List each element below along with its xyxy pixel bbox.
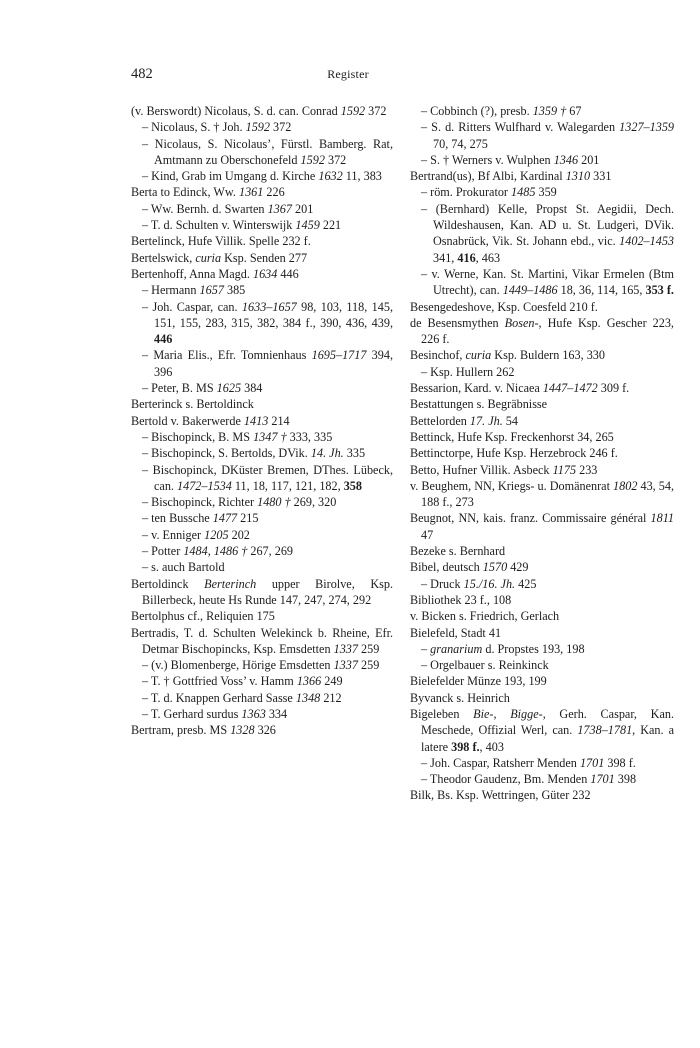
index-subentry: – s. auch Bartold	[142, 560, 225, 575]
index-entry: Beugnot, NN, kais. franz. Commissaire général 1811 47	[410, 511, 674, 542]
index-entry: (v. Berswordt) Nicolaus, S. d. can. Conrad 1592 372	[131, 104, 387, 118]
index-entry: Bertelswick, curia Ksp. Senden 277	[131, 250, 308, 265]
index-subentry: – Potter 1484, 1486 † 267, 269	[142, 544, 293, 559]
index-entry: Bessarion, Kard. v. Nicaea 1447–1472 309 f.	[410, 381, 630, 396]
index-entry: Bertenhoff, Anna Magd. 1634 446	[131, 266, 299, 281]
index-entry: Bibliothek 23 f., 108	[410, 592, 512, 607]
index-entry: Bettinck, Hufe Ksp. Freckenhorst 34, 265	[410, 429, 614, 444]
index-subentry: – T. d. Knappen Gerhard Sasse 1348 212	[142, 690, 342, 705]
index-entry: Bertram, presb. MS 1328 326	[131, 723, 276, 738]
index-entry: Besinchof, curia Ksp. Buldern 163, 330	[410, 348, 605, 363]
index-entry: Bertolphus cf., Reliquien 175	[131, 609, 275, 624]
index-subentry: – Kind, Grab im Umgang d. Kirche 1632 11, 383	[142, 169, 382, 184]
index-subentry: – S. † Werners v. Wulphen 1346 201	[421, 152, 600, 167]
page-header	[131, 66, 565, 86]
index-entry: Bettinctorpe, Hufe Ksp. Herzebrock 246 f.	[410, 446, 618, 461]
index-column-right	[410, 103, 674, 804]
index-subentry: – Nicolaus, S. Nicolaus’, Fürstl. Bamberg. Rat, Amtmann zu Oberschonefeld 1592 372	[142, 136, 393, 167]
index-subentry: – Nicolaus, S. † Joh. 1592 372	[142, 120, 292, 135]
index-entry: Besengedeshove, Ksp. Coesfeld 210 f.	[410, 299, 598, 314]
index-entry: Berta to Edinck, Ww. 1361 226	[131, 185, 285, 200]
index-subentry: – Bischopinck, B. MS 1347 † 333, 335	[142, 429, 333, 444]
index-entry: Bibel, deutsch 1570 429	[410, 560, 529, 575]
index-subentry: – Druck 15./16. Jh. 425	[421, 576, 537, 591]
index-subentry: – Theodor Gaudenz, Bm. Menden 1701 398	[421, 772, 637, 787]
index-entry: Bielefelder Münze 193, 199	[410, 674, 547, 689]
index-entry: Bilk, Bs. Ksp. Wettringen, Güter 232	[410, 788, 591, 803]
index-entry: v. Beughem, NN, Kriegs- u. Domänenrat 1802 43, 54, 188 f., 273	[410, 478, 675, 510]
index-subentry: – T. † Gottfried Voss’ v. Hamm 1366 249	[142, 674, 343, 689]
index-column-left	[131, 103, 393, 739]
index-entry: Bertradis, T. d. Schulten Welekinck b. Rheine, Efr. Detmar Bischopincks, Ksp. Emsdetten 1337 259	[131, 625, 393, 656]
index-entry: Bestattungen s. Begräbnisse	[410, 397, 548, 412]
index-entry: Bertrand(us), Bf Albi, Kardinal 1310 331	[410, 169, 612, 184]
index-subentry: – (Bernhard) Kelle, Propst St. Aegidii, Dech. Wildeshausen, Kan. AD u. St. Ludgeri, DVik. Osnabrück, Vik. St. Johann ebd., vic. 1402–1453 341, 416, 463	[421, 201, 674, 265]
index-subentry: – Ww. Bernh. d. Swarten 1367 201	[142, 201, 314, 216]
index-subentry: – v. Werne, Kan. St. Martini, Vikar Ermelen (Btm Utrecht), can. 1449–1486 18, 36, 114, 165, 353 f.	[421, 266, 674, 298]
index-subentry: – Orgelbauer s. Reinkinck	[421, 658, 549, 673]
index-entry: v. Bicken s. Friedrich, Gerlach	[410, 609, 560, 624]
index-entry: de Besensmythen Bosen-, Hufe Ksp. Gescher 223, 226 f.	[410, 315, 674, 347]
index-entry: Berterinck s. Bertoldinck	[131, 397, 254, 412]
index-entry: Bezeke s. Bernhard	[410, 544, 506, 559]
index-subentry: – Peter, B. MS 1625 384	[142, 381, 263, 396]
index-subentry: – v. Enniger 1205 202	[142, 527, 250, 542]
index-entry: Bettelorden 17. Jh. 54	[410, 413, 518, 428]
index-subentry: – Joh. Caspar, can. 1633–1657 98, 103, 118, 145, 151, 155, 283, 315, 382, 384 f., 390, 436, 439, 446	[142, 299, 393, 347]
index-entry: Bertold v. Bakerwerde 1413 214	[131, 413, 290, 428]
index-entry: Byvanck s. Heinrich	[410, 690, 510, 705]
index-subentry: – Hermann 1657 385	[142, 283, 246, 298]
index-entry: Bertoldinck Berterinch upper Birolve, Ksp. Billerbeck, heute Hs Runde 147, 247, 274, 292	[131, 576, 393, 607]
index-subentry: – ten Bussche 1477 215	[142, 511, 259, 526]
index-entry: Bigeleben Bie-, Bigge-, Gerh. Caspar, Kan. Meschede, Offizial Werl, can. 1738–1781, Kan. a latere 398 f., 403	[410, 706, 674, 754]
index-subentry: – T. Gerhard surdus 1363 334	[142, 706, 288, 721]
index-subentry: – T. d. Schulten v. Winterswijk 1459 221	[142, 218, 342, 233]
index-subentry: – Bischopinck, Richter 1480 † 269, 320	[142, 495, 337, 510]
running-title: Register	[327, 67, 369, 81]
index-subentry: – (v.) Blomenberge, Hörige Emsdetten 1337 259	[142, 658, 380, 673]
index-entry: Bertelinck, Hufe Villik. Spelle 232 f.	[131, 234, 311, 249]
index-subentry: – granarium d. Propstes 193, 198	[421, 641, 585, 656]
index-entry: Bielefeld, Stadt 41	[410, 625, 502, 640]
index-subentry: – Maria Elis., Efr. Tomnienhaus 1695–1717 394, 396	[142, 348, 394, 379]
index-subentry: – Bischopinck, S. Bertolds, DVik. 14. Jh. 335	[142, 446, 366, 461]
index-subentry: – röm. Prokurator 1485 359	[421, 185, 557, 200]
page-number: 482	[131, 66, 153, 82]
index-subentry: – Bischopinck, DKüster Bremen, DThes. Lübeck, can. 1472–1534 11, 18, 117, 121, 182, 358	[142, 462, 393, 493]
index-subentry: – Ksp. Hullern 262	[421, 364, 515, 379]
index-entry: Betto, Hufner Villik. Asbeck 1175 233	[410, 462, 598, 477]
index-subentry: – Cobbinch (?), presb. 1359 † 67	[421, 104, 582, 118]
index-subentry: – S. d. Ritters Wulfhard v. Walegarden 1327–1359 70, 74, 275	[421, 120, 674, 151]
index-subentry: – Joh. Caspar, Ratsherr Menden 1701 398 f.	[421, 755, 636, 770]
